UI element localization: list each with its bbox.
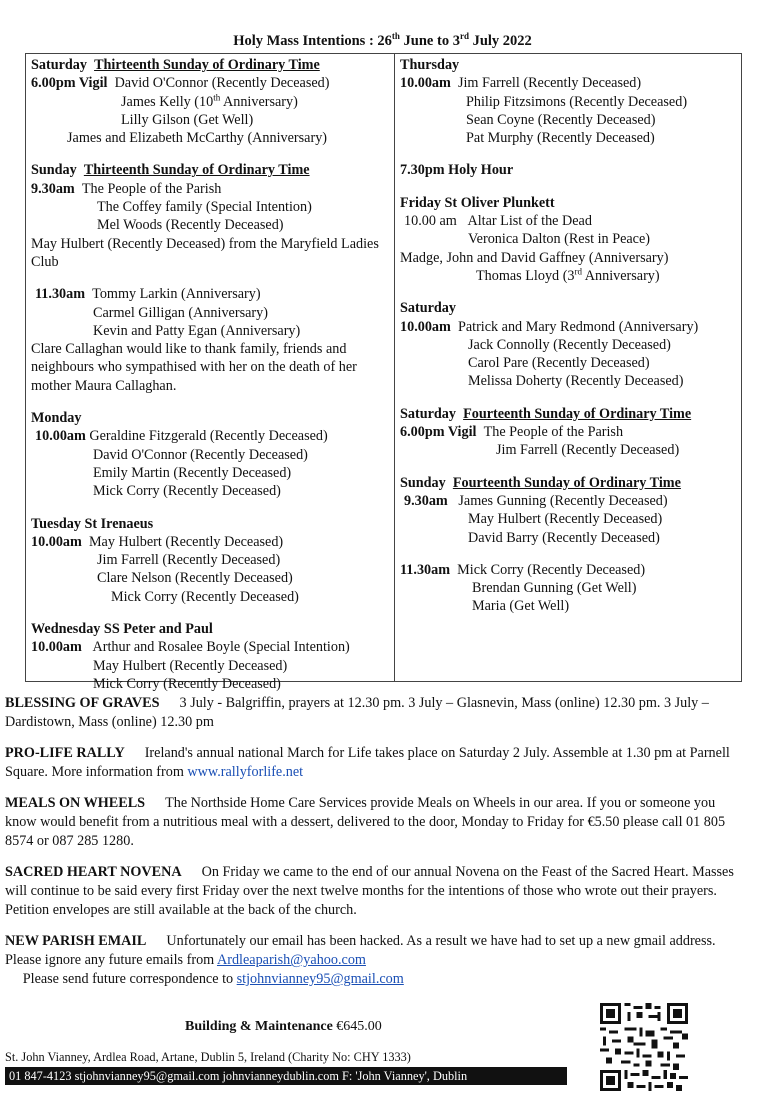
- day-heading: Sunday Thirteenth Sunday of Ordinary Time: [31, 162, 310, 179]
- sunday-1130-block: 11.30am Mick Corry (Recently Deceased) Brendan Gunning (Get Well) Maria (Get Well): [400, 561, 646, 615]
- sunday-block: Sunday Thirteenth Sunday of Ordinary Time 9.30am The People of the Parish The Coffey family (Special Intention) Mel Woods (Recently Deceased) May Hulbert (Recently Deceased) from the Maryfield Ladies Club: [31, 161, 390, 271]
- qr-code-icon[interactable]: [600, 1003, 688, 1091]
- saturday-vigil-block: Saturday Thirteenth Sunday of Ordinary Time 6.00pm Vigil David O'Connor (Recently Deceased) James Kelly (10th Anniversary) Lilly Gilson (Get Well) James and Elizabeth McCarthy (Anniversary): [31, 56, 390, 147]
- sunday-block: Sunday Fourteenth Sunday of Ordinary Time 9.30am James Gunning (Recently Deceased) May Hulbert (Recently Deceased) David Barry (Recently Deceased): [400, 474, 681, 546]
- thursday-block: Thursday 10.00am Jim Farrell (Recently Deceased) Philip Fitzsimons (Recently Deceased) Sean Coyne (Recently Deceased) Pat Murphy (Recently Deceased): [400, 57, 688, 147]
- page-title: Holy Mass Intentions : 26th June to 3rd July 2022: [233, 31, 532, 49]
- new-email-link[interactable]: stjohnvianney95@gmail.com: [236, 971, 404, 987]
- sunday-1130-block: 11.30am Tommy Larkin (Anniversary) Carmel Gilligan (Anniversary) Kevin and Patty Egan (Anniversary) Clare Callaghan would like to thank family, friends and neighbours who sympathised with her on the death of her mother Maura Callaghan.: [31, 286, 357, 394]
- right-column: [395, 54, 741, 681]
- footer-contact-bar: 01 847-4123 stjohnvianney95@gmail.com johnvianneydublin.com F: 'John Vianney', Dublin: [5, 1067, 567, 1085]
- left-column: [26, 54, 395, 692]
- wednesday-block: Wednesday SS Peter and Paul 10.00am Arthur and Rosalee Boyle (Special Intention) May Hulbert (Recently Deceased) Mick Corry (Recently Deceased): [31, 621, 350, 692]
- friday-block: Friday St Oliver Plunkett 10.00 am Altar List of the Dead Veronica Dalton (Rest in Peace) Madge, John and David Gaffney (Anniversary) Thomas Lloyd (3rd Anniversary): [400, 194, 669, 284]
- footer-address: St. John Vianney, Ardlea Road, Artane, Dublin 5, Ireland (Charity No: CHY 1333): [5, 1050, 411, 1064]
- saturday-block: Saturday 10.00am Patrick and Mary Redmond (Anniversary) Jack Connolly (Recently Deceased) Carol Pare (Recently Deceased) Melissa Doherty (Recently Deceased): [400, 300, 699, 390]
- tuesday-block: Tuesday St Irenaeus 10.00am May Hulbert (Recently Deceased) Jim Farrell (Recently Deceased) Clare Nelson (Recently Deceased) Mick Corry (Recently Deceased): [31, 515, 299, 605]
- building-maintenance: Building & Maintenance €645.00: [185, 1019, 382, 1034]
- notice-new-parish-email: NEW PARISH EMAIL Unfortunately our email has been hacked. As a result we have had to set up a new gmail address. Please ignore any future emails from Ardleaparish@yahoo.com Please send future correspondence to stjohnvianney95@gmail.com: [5, 933, 716, 987]
- saturday-vigil-block: Saturday Fourteenth Sunday of Ordinary Time 6.00pm Vigil The People of the Parish Jim Farrell (Recently Deceased): [400, 405, 692, 459]
- notice-meals-on-wheels: MEALS ON WHEELS The Northside Home Care Services provide Meals on Wheels in our area. If you or someone you know would benefit from a nutritious meal with a dessert, delivered to the door, Monday to Friday for €5.50 please call 01 805 8574 or 087 285 1280.: [5, 795, 726, 849]
- day-heading: Saturday Thirteenth Sunday of Ordinary Time: [31, 57, 320, 73]
- notice-pro-life-rally: PRO-LIFE RALLY Ireland's annual national March for Life takes place on Saturday 2 July. Assemble at 1.30 pm at Parnell Square. More information from www.rallyforlife.net: [5, 745, 730, 780]
- monday-block: Monday 10.00am Geraldine Fitzgerald (Recently Deceased) David O'Connor (Recently Deceased) Emily Martin (Recently Deceased) Mick Corry (Recently Deceased): [31, 410, 328, 500]
- rallyforlife-link[interactable]: www.rallyforlife.net: [187, 764, 304, 780]
- holy-hour: 7.30pm Holy Hour: [400, 162, 514, 179]
- notice-sacred-heart-novena: SACRED HEART NOVENA On Friday we came to the end of our annual Novena on the Feast of the Sacred Heart. Masses will continue to be said every first Friday over the next twelve months for the intentions of those who wrote out their prayers. Petition envelopes are still available at the back of the church.: [5, 864, 734, 918]
- notices: [5, 694, 745, 1001]
- notice-blessing-of-graves: BLESSING OF GRAVES 3 July - Balgriffin, prayers at 12.30 pm. 3 July – Glasnevin, Mass (online) 12.30 pm. 3 July – Dardistown, Mass (online) 12.30 pm: [5, 695, 709, 730]
- old-email-link[interactable]: Ardleaparish@yahoo.com: [216, 952, 366, 968]
- mass-intentions-table: [25, 53, 742, 692]
